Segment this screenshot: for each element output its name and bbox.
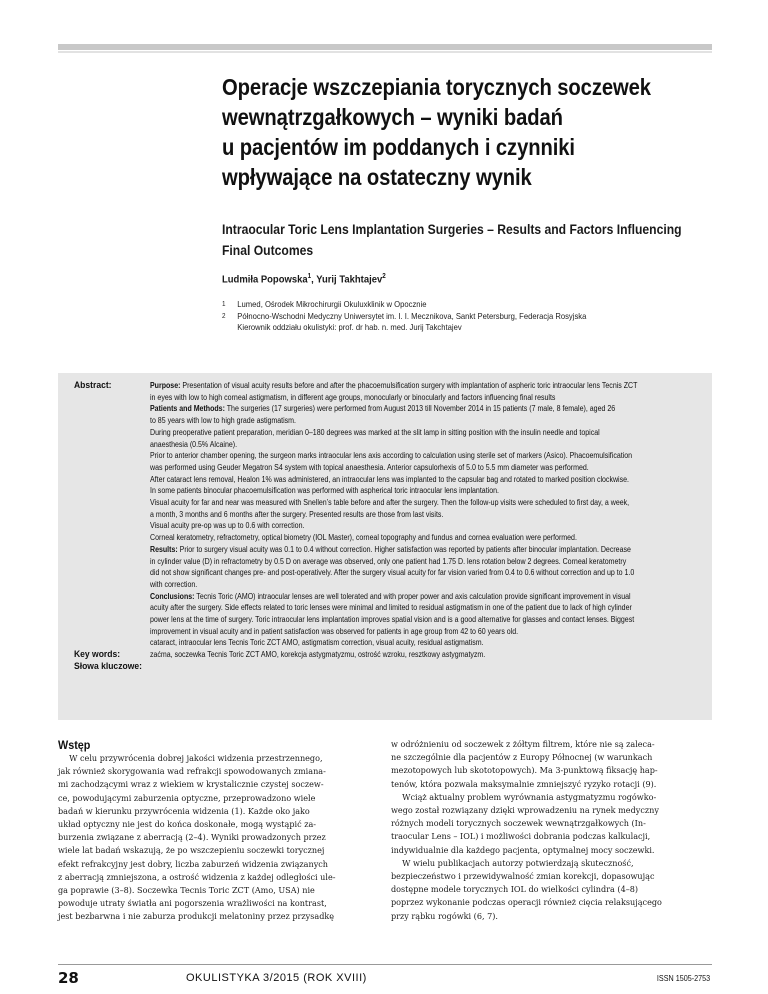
abstract-line: anaesthesia (0.5% Alcaine). (150, 439, 238, 449)
abstract-line: zaćma, soczewka Tecnis Toric ZCT AMO, korekcja astygmatyzmu, ostrość wzroku, resztkowy astygmatyzm. (150, 650, 486, 660)
abstract-text (150, 380, 702, 661)
journal-name: OKULISTYKA 3/2015 (ROK XVIII) (186, 972, 367, 984)
title-line: Operacje wszczepiania torycznych soczewek (222, 74, 651, 100)
body-text-line: układ optyczny nie jest do końca doskonałe, mogą wystąpić za- (58, 820, 317, 831)
body-text-line: ne szczególnie dla pacjentów z Europy Północnej (w warunkach (391, 753, 653, 764)
abstract-line: acuity after the surgery. Side effects related to toric lenses were minimal and limited to residual astigmatism in one of the patient due to lack of high cylinder (150, 603, 632, 613)
abstract-line: power lens at the time of surgery. Toric intraocular lens implantation improves spatial vision and is a good alternative for glasses and contact lenses. Biggest (150, 615, 635, 625)
body-text-line: jest bezbarwna i nie zaburza produkcji melatoniny przez przysadkę (58, 912, 335, 923)
title-line: u pacjentów im poddanych i czynniki (222, 134, 575, 160)
author-list (222, 273, 386, 286)
body-text-line: indywidualnie dla każdego pacjenta, optymalnej mocy soczewki. (391, 845, 655, 856)
affiliations (222, 299, 726, 334)
subtitle-line: Intraocular Toric Lens Implantation Surgeries – Results and Factors Influencing (222, 222, 682, 237)
affiliation-text: Kierownik oddziału okulistyki: prof. dr hab. n. med. Jurij Takchtajev (237, 322, 462, 332)
body-text-line: mi zachodzącymi wraz z wiekiem w krystalicznie czystej soczew- (58, 780, 324, 791)
abstract-line: Patients and Methods: The surgeries (17 surgeries) were performed from August 2013 till November 2014 in 15 patients (7 male, 8 female), aged 26 (150, 404, 616, 414)
abstract-line: did not show significant changes pre- and post-operatively. After the surgery visual acuity for far vision varied from 0.4 to 0.6 without correction and up to 1.0 (150, 568, 635, 578)
abstract-line: Conclusions: Tecnis Toric (AMO) intraocular lenses are well tolerated and with proper power and axis calculation provide significant improvement in visual (150, 591, 631, 601)
abstract-section-label: Results: (150, 544, 178, 554)
body-text-line: przy rąbku rogówki (6, 7). (391, 911, 498, 922)
abstract-line: was performed using Geuder Megatron S4 system with topical anaesthesia. Anterior capsulorhexis of 5.0 to 5.5 mm diameter was performed. (150, 462, 589, 472)
affiliation-line (222, 322, 726, 334)
author-name: Yurij Takhtajev (316, 273, 383, 286)
english-title (222, 219, 708, 261)
body-text-line: W wielu publikacjach autorzy potwierdzają skuteczność, (402, 858, 634, 869)
body-text-line: z aberracją zmniejszona, a ostrość widzenia z każdej odległości ule- (58, 872, 336, 883)
abstract-line: Purpose: Presentation of visual acuity results before and after the phacoemulsification surgery with implantation of aspheric toric intraocular lens Tecnis ZCT (150, 381, 638, 390)
abstract-line: to 85 years with low to high grade astigmatism. (150, 416, 296, 426)
body-text-line: burzenia związane z aberracją (2–4). Wyniki prowadzonych przez (58, 833, 326, 844)
abstract-line: in eyes with low to high corneal astigmatism, in different age groups, monocularly or binocularly and factors influencing final results (150, 392, 556, 402)
footer-rule (58, 964, 712, 965)
issn: ISSN 1505-2753 (656, 974, 710, 983)
abstract-line: During preoperative patient preparation, meridian 0–180 degrees was marked at the slit lamp in sitting position with the insulin needle and topical (150, 427, 600, 437)
page-number: 28 (58, 969, 79, 987)
keywords-label: Key words: (74, 649, 121, 660)
subtitle-line: Final Outcomes (222, 243, 314, 258)
body-text-line: W celu przywrócenia dobrej jakości widzenia przestrzennego, (69, 754, 323, 764)
title-line: wpływające na ostateczny wynik (222, 164, 532, 190)
body-text-line: wego został rozwiązany dzięki wprowadzeniu na rynek medyczny (391, 806, 659, 817)
affiliation-number: 2 (222, 312, 226, 320)
body-text-line: tenów, która pozwala maksymalnie zmniejszyć ryzyko rotacji (9). (391, 779, 657, 790)
body-text-line: wiele lat badań wskazują, że po wszczepieniu soczewki torycznej (58, 846, 325, 857)
abstract-section-label: Patients and Methods: (150, 404, 225, 414)
abstract-section-label: Conclusions: (150, 591, 195, 601)
abstract-line: After cataract lens removal, Healon 1% was administered, an intraocular lens was implanted to the capsular bag and rotated to marked position clockwise. (150, 474, 629, 484)
body-text-line: mezotopowych lub skototopowych). Ma 3-punktową fiksację hap- (391, 766, 658, 777)
top-rule-secondary (58, 51, 712, 53)
body-text-line: badań w kierunku przywrócenia widzenia (1). Każde oko jako (58, 806, 310, 817)
abstract-line: Prior to anterior chamber opening, the surgeon marks intraocular lens axis according to calculation using sterile set of markers (Asico). Phacoemulsification (150, 451, 633, 461)
body-text-line: powoduje utraty światła ani pogorszenia wrażliwości na kontrast, (58, 899, 327, 910)
body-text-line: ga poprawie (3–8). Soczewka Tecnis Toric ZCT (Amo, USA) nie (58, 886, 315, 897)
body-column-left (58, 753, 367, 925)
affiliation-line (222, 311, 726, 323)
top-rule (58, 44, 712, 50)
affiliation-ref: 1 (307, 273, 312, 280)
abstract-line: Results: Prior to surgery visual acuity was 0.1 to 0.4 without correction. Higher satisfaction was reported by patients after binocular implantation. Decrease (150, 544, 631, 554)
abstract-section-label: Purpose: (150, 381, 181, 390)
affiliation-ref: 2 (382, 273, 386, 280)
affiliation-number: 1 (222, 301, 226, 308)
body-text-line: bezpieczeństwo i przewidywalność zmian korekcji, dopasowując (391, 872, 655, 883)
abstract-label: Abstract: (74, 380, 112, 391)
body-text-line: poprzez wykonanie podczas operacji również cięcia relaksującego (391, 898, 662, 909)
body-column-right (391, 739, 700, 924)
author-separator: , (311, 273, 317, 286)
affiliation-line (222, 299, 726, 311)
author-name: Ludmiła Popowska (222, 273, 308, 286)
body-text-line: traocular Lens – IOL) i możliwości dobrania podczas kalkulacji, (391, 832, 651, 843)
section-heading: Wstęp (58, 738, 91, 752)
abstract-line: Visual acuity pre-op was up to 0.6 with correction. (150, 521, 305, 531)
abstract-line: improvement in visual acuity and in patient satisfaction was observed for patients in age group from 42 to 60 years old. (150, 626, 519, 636)
abstract-line: Corneal keratometry, refractometry, optical biometry (IOL Master), corneal topography and fundus and cornea evaluation were performed. (150, 533, 577, 543)
body-text-line: różnych modeli torycznych soczewek wewnątrzgałkowych (In- (391, 819, 646, 830)
abstract-line: a month, 3 months and 6 months after the surgery. Presented results are those from last visits. (150, 509, 444, 519)
affiliation-text: Północno-Wschodni Medyczny Uniwersytet im. I. I. Mecznikova, Sankt Petersburg, Federacja Rosyjska (237, 310, 587, 321)
body-text-line: w odróżnieniu od soczewek z żółtym filtrem, które nie są zaleca- (391, 740, 655, 750)
abstract-line: with correction. (150, 579, 198, 589)
body-text-line: Wciąż aktualny problem wyrównania astygmatyzmu rogówko- (402, 792, 657, 803)
abstract-line: In some patients binocular phacoemulsification was performed with aspherical toric intraocular lens implantation. (150, 486, 499, 496)
body-text-line: ce, powodującymi zaburzenia optyczne, przeprowadzono wiele (58, 793, 316, 804)
body-text-line: jak również skorygowania wad refrakcji spowodowanych zmiana- (58, 767, 326, 778)
abstract-line: in cylinder value (D) in refractometry by 0.5 D on average was observed, only one patient had 1.75 D. lens rotation below 2 degrees. Corneal keratometry (150, 556, 627, 566)
body-text-line: efekt refrakcyjny jest dobry, liczba zaburzeń widzenia związanych (58, 859, 329, 870)
body-text-line: dostępne modele torycznych IOL do wielkości cylindra (4–8) (391, 885, 639, 896)
abstract-line: Visual acuity for far and near was measured with Snellen’s table before and after the surgery. Then the follow-up visits were scheduled to first day, a week, (150, 498, 630, 508)
keywords-pl-label: Słowa kluczowe: (74, 661, 142, 672)
abstract-line: cataract, intraocular lens Tecnis Toric ZCT AMO, astigmatism correction, visual acuity, residual astigmatism. (150, 638, 484, 648)
affiliation-text: Lumed, Ośrodek Mikrochirurgii Okuluxklinik w Opocznie (237, 299, 427, 309)
title-line: wewnątrzgałkowych – wyniki badań (222, 104, 563, 130)
article-title (222, 72, 652, 192)
